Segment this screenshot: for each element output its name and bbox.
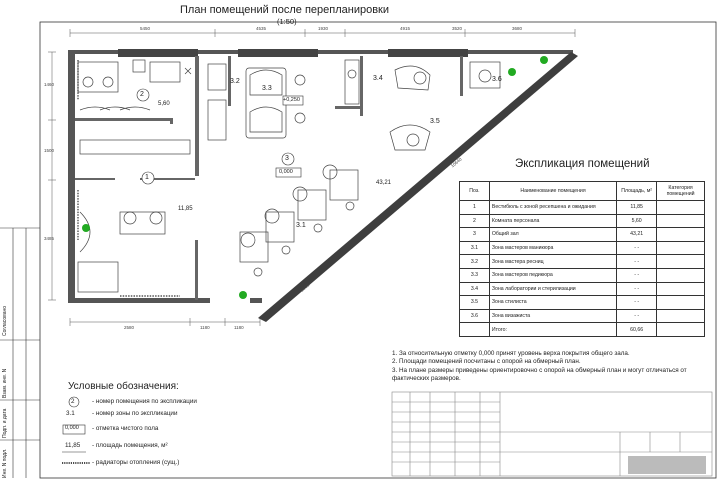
cell-name: Общий зал bbox=[489, 228, 616, 242]
legend-text-0: - номер помещения по экспликации bbox=[92, 398, 197, 405]
cell-area: 43,21 bbox=[617, 228, 657, 242]
legend-title: Условные обозначения: bbox=[68, 381, 179, 392]
cell-name: Зона стилиста bbox=[489, 296, 616, 310]
cell-area: - - bbox=[617, 241, 657, 255]
cell-pos: 3.4 bbox=[460, 282, 490, 296]
dim-bottom-0: 2580 bbox=[124, 325, 135, 330]
side-label-0: Согласовано bbox=[2, 305, 8, 336]
legend-sym-3: 11,85 bbox=[65, 442, 81, 449]
cell-area: - - bbox=[617, 296, 657, 310]
cell-area: - - bbox=[617, 282, 657, 296]
side-label-1: Взам. инв. N bbox=[2, 368, 8, 398]
cell-area: - - bbox=[617, 309, 657, 323]
table-row-total bbox=[460, 323, 705, 337]
note-2: 2. Площади помещений посчитаны с опорой на обмерный план. bbox=[392, 358, 581, 366]
room-3-area: 43,21 bbox=[376, 180, 392, 186]
stylist-zone bbox=[390, 62, 500, 150]
cell-name: Итого: bbox=[489, 323, 616, 337]
cell-name: Зона визажиста bbox=[489, 309, 616, 323]
cell-name: Комната персонала bbox=[489, 214, 616, 228]
header-category: Категория помещений bbox=[657, 182, 705, 201]
dim-top-4: 3520 bbox=[452, 26, 463, 31]
dim-top-0: 5450 bbox=[140, 26, 151, 31]
cell-pos: 3 bbox=[460, 228, 490, 242]
room-3-number: 3 bbox=[285, 155, 289, 162]
cell-cat bbox=[657, 228, 705, 242]
cell-pos bbox=[460, 323, 490, 337]
bottom-dimensions bbox=[70, 318, 260, 326]
cell-cat bbox=[657, 296, 705, 310]
cell-pos: 3.5 bbox=[460, 296, 490, 310]
lobby-furniture bbox=[78, 140, 190, 292]
cell-pos: 3.1 bbox=[460, 241, 490, 255]
table-row bbox=[460, 296, 705, 310]
zone-3-3: 3.3 bbox=[262, 85, 272, 92]
dim-diag-1: 5095 bbox=[299, 282, 311, 293]
note-1: 1. За относительную отметку 0,000 принят уровень верха покрытия общего зала. bbox=[392, 350, 630, 357]
title-block bbox=[392, 392, 712, 476]
cell-cat bbox=[657, 282, 705, 296]
cell-pos: 3.2 bbox=[460, 255, 490, 269]
staff-room-furniture bbox=[78, 60, 191, 110]
cell-name: Зона мастера ресниц bbox=[489, 255, 616, 269]
side-label-3: Инв. N подл. bbox=[2, 448, 8, 478]
cell-name: Зона лаборатории и стерилизации bbox=[489, 282, 616, 296]
legend-sym-2: 0,000 bbox=[65, 425, 79, 431]
side-label-2: Подп. и дата bbox=[2, 408, 8, 438]
cell-area: - - bbox=[617, 268, 657, 282]
table-row bbox=[460, 228, 705, 242]
legend-sym-0: 2 bbox=[71, 398, 75, 405]
explication-table bbox=[459, 181, 705, 337]
table-row bbox=[460, 214, 705, 228]
legend-text-2: - отметка чистого пола bbox=[92, 425, 159, 432]
legend-text-3: - площадь помещения, м² bbox=[92, 442, 168, 449]
legend-text-4: - радиаторы отопления (сущ.) bbox=[92, 459, 180, 466]
cell-cat bbox=[657, 268, 705, 282]
cell-cat bbox=[657, 214, 705, 228]
header-pos: Поз. bbox=[460, 182, 490, 201]
manicure-zone bbox=[240, 165, 358, 276]
zone-3-1: 3.1 bbox=[296, 222, 306, 229]
legend-sym-1: 3.1 bbox=[66, 410, 75, 417]
left-dimensions bbox=[48, 52, 56, 300]
cell-area: 60,66 bbox=[617, 323, 657, 337]
room-2-area: 5,60 bbox=[158, 101, 170, 107]
zone-3-6: 3.6 bbox=[492, 76, 502, 83]
sterilization-zone bbox=[345, 60, 359, 104]
note-3: 3. На плане размеры приведены ориентировочно с опорой на обмерный план и могут отличаться от фактических размеров. bbox=[392, 366, 687, 382]
dim-top-2: 1930 bbox=[318, 26, 329, 31]
notes bbox=[392, 350, 702, 383]
room-1-area: 11,85 bbox=[178, 206, 193, 212]
room-3-mark: 0,000 bbox=[279, 169, 293, 175]
cell-area: 5,60 bbox=[617, 214, 657, 228]
drawing-title: План помещений после перепланировки bbox=[180, 4, 390, 16]
header-name: Наименование помещения bbox=[489, 182, 616, 201]
inner-partitions bbox=[75, 56, 463, 300]
cell-area: - - bbox=[617, 255, 657, 269]
cell-area: 11,85 bbox=[617, 201, 657, 215]
explication-title: Экспликация помещений bbox=[515, 158, 650, 170]
zone-3-4: 3.4 bbox=[373, 75, 383, 82]
table-row bbox=[460, 255, 705, 269]
dim-left-1: 1500 bbox=[44, 148, 55, 153]
table-row bbox=[460, 241, 705, 255]
dim-top-1: 4535 bbox=[256, 26, 267, 31]
cell-name: Вестибюль с зоной ресепшена и ожидания bbox=[489, 201, 616, 215]
dim-diag-0: 10640 bbox=[449, 156, 463, 169]
table-row bbox=[460, 309, 705, 323]
zone-3-5: 3.5 bbox=[430, 118, 440, 125]
level-mark: +0,250 bbox=[283, 97, 300, 103]
cell-pos: 3.3 bbox=[460, 268, 490, 282]
cell-cat bbox=[657, 323, 705, 337]
dim-left-0: 1460 bbox=[44, 82, 55, 87]
table-row bbox=[460, 201, 705, 215]
dim-left-2: 3485 bbox=[44, 236, 55, 241]
dim-top-3: 4915 bbox=[400, 26, 411, 31]
room-1-number: 1 bbox=[145, 174, 149, 181]
header-area: Площадь, м² bbox=[617, 182, 657, 201]
room-2-number: 2 bbox=[140, 91, 144, 98]
cell-name: Зона мастеров маникюра bbox=[489, 241, 616, 255]
cell-pos: 3.6 bbox=[460, 309, 490, 323]
table-row bbox=[460, 268, 705, 282]
cell-name: Зона мастеров педикюра bbox=[489, 268, 616, 282]
zone-3-2: 3.2 bbox=[230, 78, 240, 85]
cell-cat bbox=[657, 201, 705, 215]
table-row bbox=[460, 282, 705, 296]
legend-text-1: - номер зоны по экспликации bbox=[92, 410, 178, 417]
cell-pos: 2 bbox=[460, 214, 490, 228]
dim-bottom-2: 1180 bbox=[234, 325, 244, 330]
dim-top-5: 3680 bbox=[512, 26, 523, 31]
cell-cat bbox=[657, 309, 705, 323]
cell-cat bbox=[657, 255, 705, 269]
cell-pos: 1 bbox=[460, 201, 490, 215]
dim-bottom-1: 1180 bbox=[200, 325, 210, 330]
explication-header bbox=[460, 182, 705, 201]
cell-cat bbox=[657, 241, 705, 255]
drawing-scale: (1:50) bbox=[277, 17, 297, 26]
